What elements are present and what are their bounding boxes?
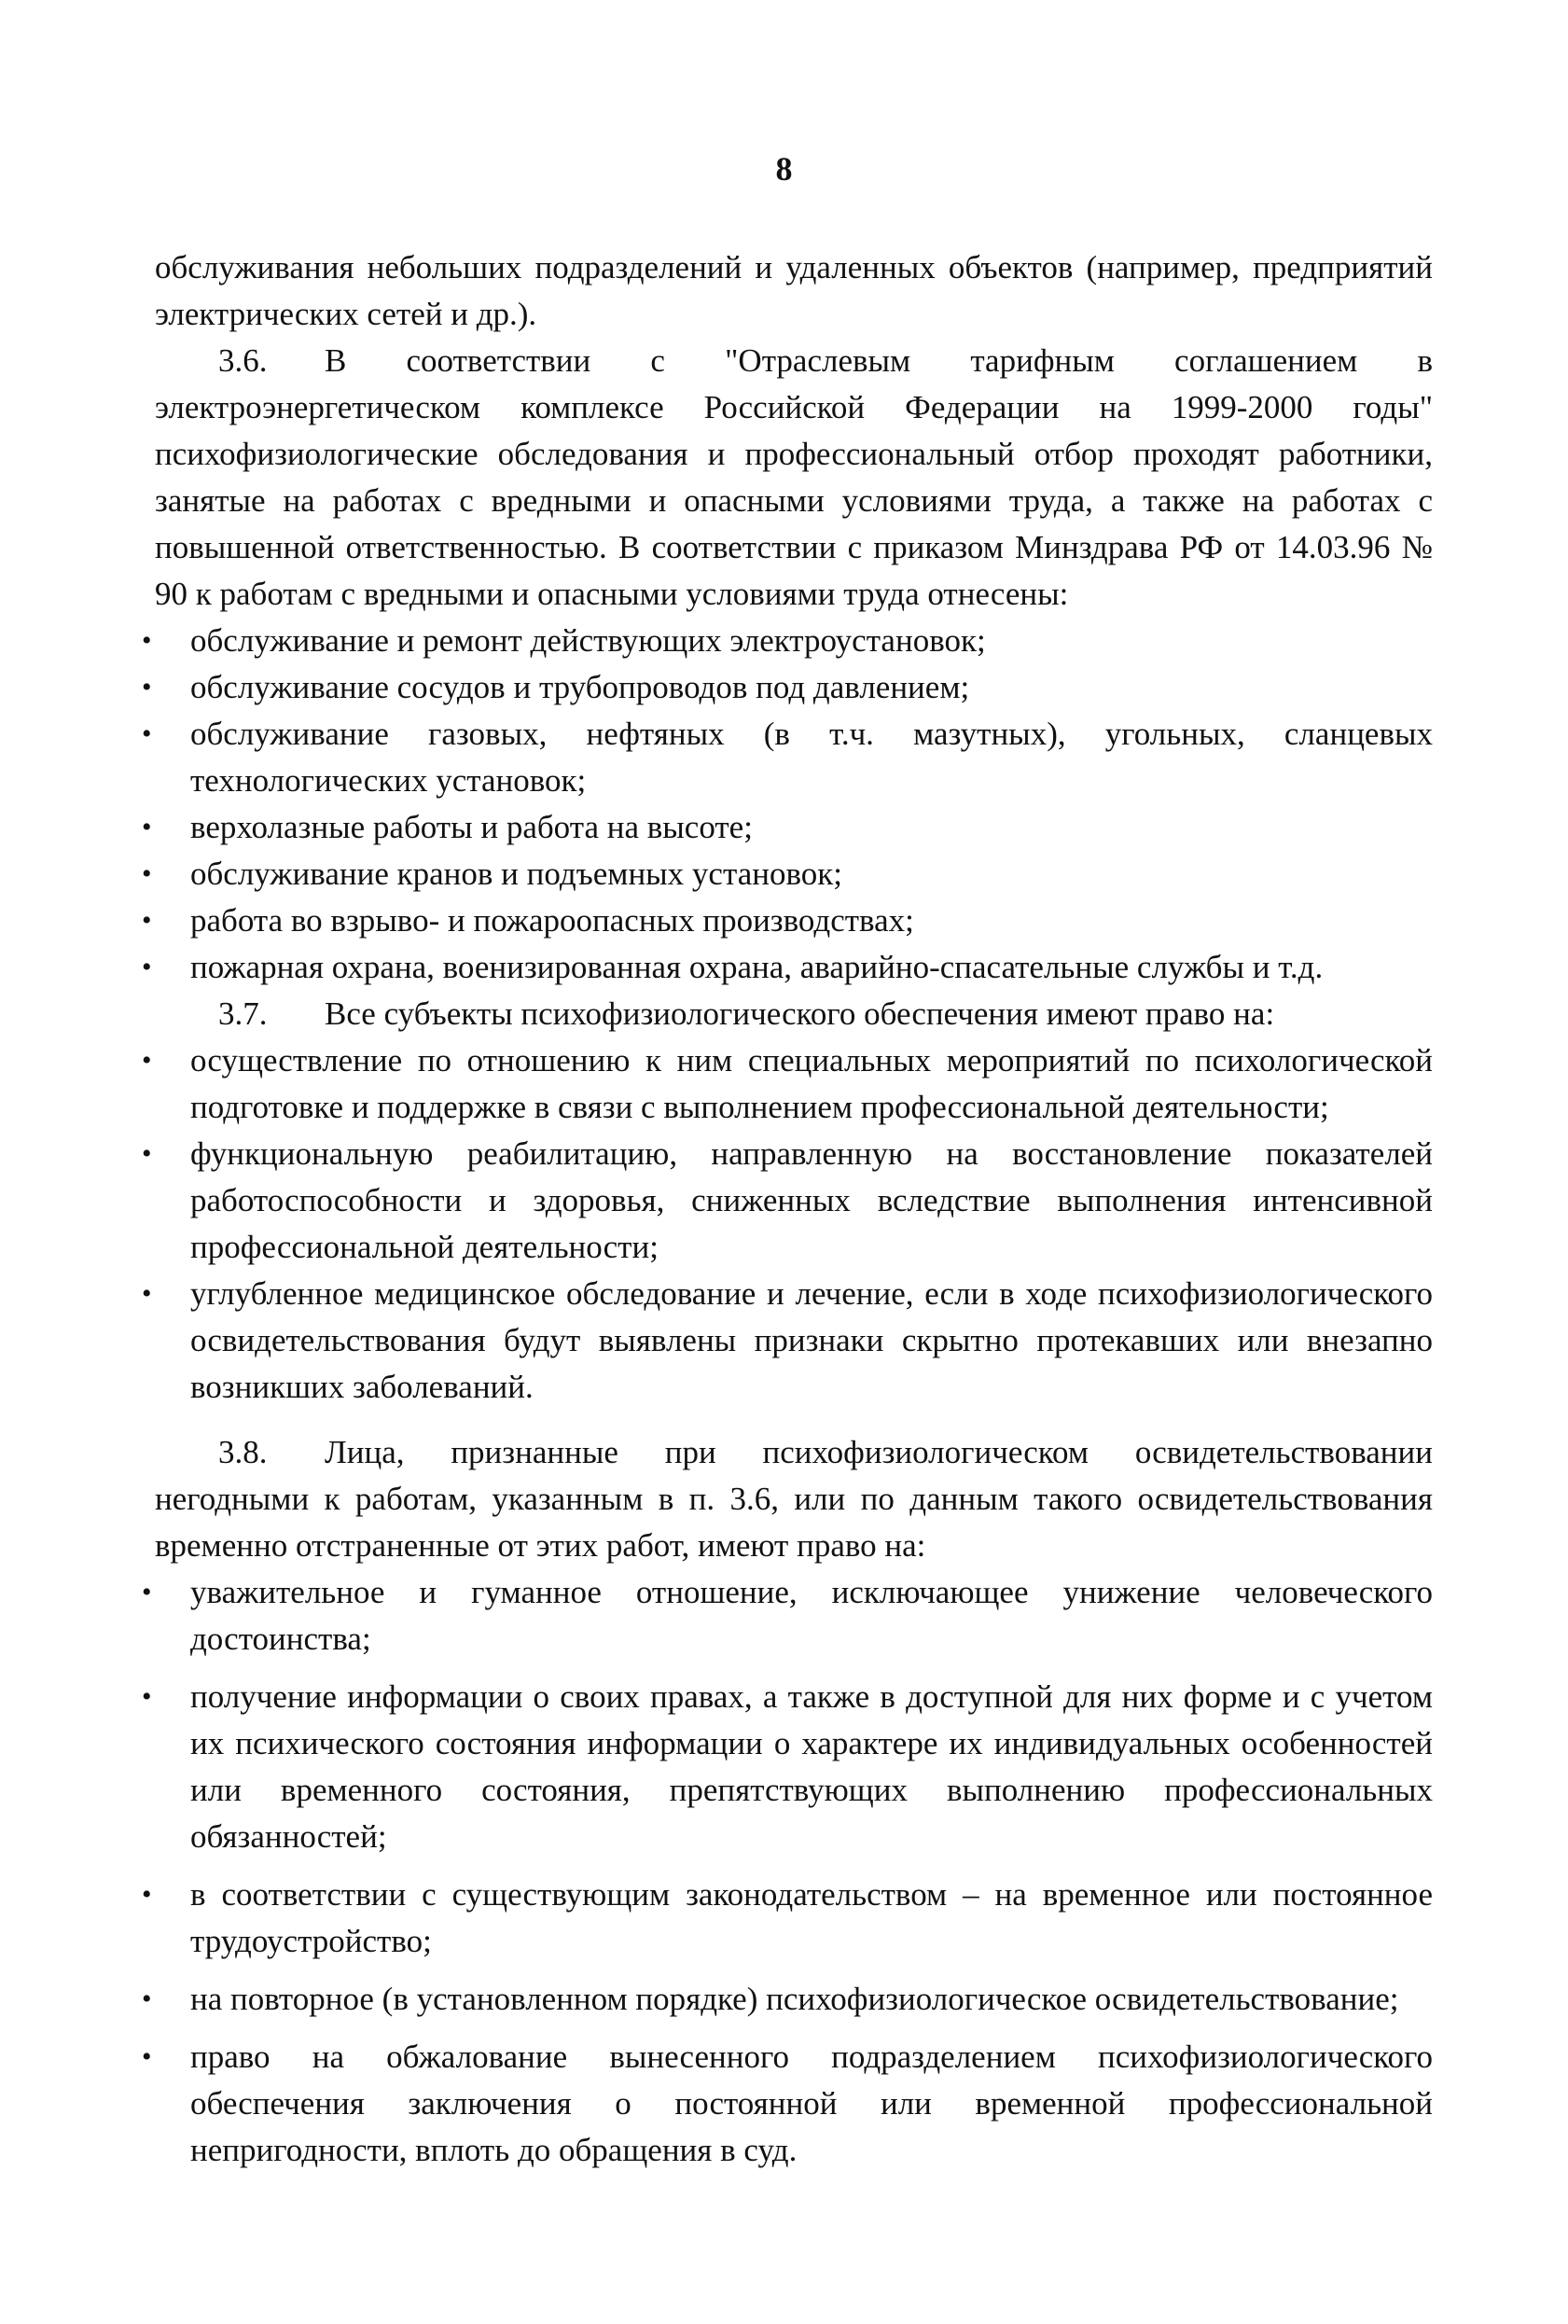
list-item: • обслуживание газовых, нефтяных (в т.ч. мазутных), угольных, сланцевых технологических установок; bbox=[155, 711, 1433, 804]
clause-number: 3.8. bbox=[218, 1434, 268, 1470]
bullet-icon: • bbox=[142, 1983, 152, 2014]
bullet-icon: • bbox=[142, 2041, 152, 2072]
bullet-icon: • bbox=[142, 905, 152, 936]
page-number: 8 bbox=[775, 150, 793, 188]
clause-number: 3.6. bbox=[218, 342, 268, 379]
list-item: • обслуживание и ремонт действующих электроустановок; bbox=[155, 618, 1433, 664]
clause-3-7-list bbox=[142, 1037, 1433, 1411]
bullet-icon: • bbox=[142, 718, 152, 749]
bullet-icon: • bbox=[142, 1278, 152, 1309]
list-item: • получение информации о своих правах, а также в доступной для них форме и с учетом их психического состояния информации о характере их индивидуальных особенностей или временного состояния, препятствующих выполнению профессиональных обязанностей; bbox=[155, 1674, 1433, 1860]
list-item: • обслуживание сосудов и трубопроводов под давлением; bbox=[155, 664, 1433, 711]
document-body bbox=[142, 244, 1433, 2174]
bullet-icon: • bbox=[142, 1681, 152, 1712]
clause-text: В соответствии с "Отраслевым тарифным соглашением в электроэнергетическом комплексе Российской Федерации на 1999-2000 годы" психофизиологические обследования и профессиональный отбор проходят работники, занятые на работах с вредными и опасными условиями труда, а также на работах с повышенной ответственностью. В соответствии с приказом Минздрава РФ от 14.03.96 № 90 к работам с вредными и опасными условиями труда отнесены: bbox=[155, 342, 1433, 612]
bullet-icon: • bbox=[142, 672, 152, 703]
clause-3-6-list bbox=[142, 618, 1433, 991]
list-item: • функциональную реабилитацию, направленную на восстановление показателей работоспособности и здоровья, сниженных вследствие выполнения интенсивной профессиональной деятельности; bbox=[155, 1131, 1433, 1271]
list-item: • обслуживание кранов и подъемных установок; bbox=[155, 851, 1433, 898]
bullet-icon: • bbox=[142, 812, 152, 842]
clause-number: 3.7. bbox=[218, 995, 268, 1032]
clause-text: Все субъекты психофизиологического обеспечения имеют право на: bbox=[325, 995, 1275, 1032]
list-item: • работа во взрыво- и пожароопасных производствах; bbox=[155, 898, 1433, 944]
list-item: • уважительное и гуманное отношение, исключающее унижение человеческого достоинства; bbox=[155, 1569, 1433, 1663]
bullet-icon: • bbox=[142, 1577, 152, 1607]
clause-3-7 bbox=[155, 991, 1433, 1037]
bullet-icon: • bbox=[142, 952, 152, 982]
bullet-icon: • bbox=[142, 1138, 152, 1169]
list-item: • в соответствии с существующим законодательством – на временное или постоянное трудоустройство; bbox=[155, 1872, 1433, 1965]
bullet-icon: • bbox=[142, 625, 152, 656]
clause-text: Лица, признанные при психофизиологическом освидетельствовании негодными к работам, указанным в п. 3.6, или по данным такого освидетельствования временно отстраненные от этих работ, имеют право на: bbox=[155, 1434, 1433, 1564]
bullet-icon: • bbox=[142, 1879, 152, 1910]
clause-3-8-list bbox=[142, 1569, 1433, 2174]
list-item: • осуществление по отношению к ним специальных мероприятий по психологической подготовке и поддержке в связи с выполнением профессиональной деятельности; bbox=[155, 1037, 1433, 1131]
clause-3-8 bbox=[155, 1429, 1433, 1569]
list-item: • право на обжалование вынесенного подразделением психофизиологического обеспечения заключения о постоянной или временной профессиональной непригодности, вплоть до обращения в суд. bbox=[155, 2034, 1433, 2174]
clause-3-6 bbox=[155, 338, 1433, 618]
intro-paragraph: обслуживания небольших подразделений и удаленных объектов (например, предприятий электрических сетей и др.). bbox=[155, 249, 1433, 332]
list-item: • углубленное медицинское обследование и лечение, если в ходе психофизиологического освидетельствования будут выявлены признаки скрытно протекавших или внезапно возникших заболеваний. bbox=[155, 1271, 1433, 1411]
bullet-icon: • bbox=[142, 1045, 152, 1076]
bullet-icon: • bbox=[142, 858, 152, 889]
list-item: • пожарная охрана, военизированная охрана, аварийно-спасательные службы и т.д. bbox=[155, 944, 1433, 991]
list-item: • верхолазные работы и работа на высоте; bbox=[155, 804, 1433, 851]
list-item: • на повторное (в установленном порядке) психофизиологическое освидетельствование; bbox=[155, 1976, 1433, 2023]
